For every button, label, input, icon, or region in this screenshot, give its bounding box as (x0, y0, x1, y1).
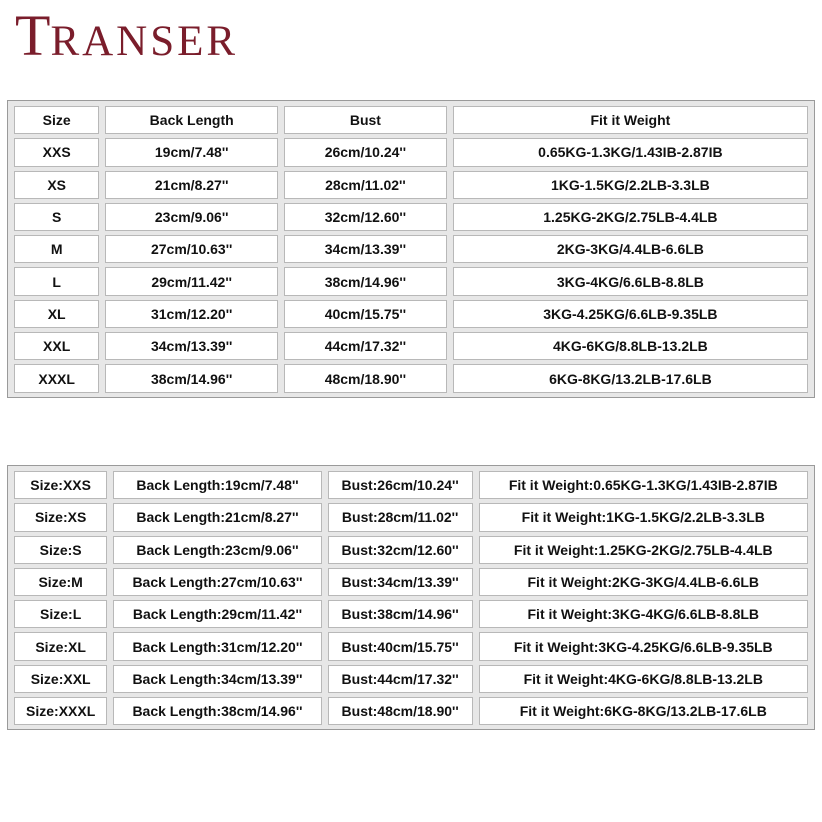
bust-cell: Bust:34cm/13.39'' (328, 568, 473, 596)
back-length-cell: 38cm/14.96'' (105, 364, 278, 392)
table-row (11, 169, 811, 201)
back-length-cell: Back Length:29cm/11.42'' (113, 600, 321, 628)
fit-weight-cell: 0.65KG-1.3KG/1.43IB-2.87IB (453, 138, 808, 166)
size-cell: XL (14, 300, 99, 328)
size-cell: Size:XS (14, 503, 107, 531)
table-row (11, 630, 811, 662)
size-chart-table (7, 100, 815, 398)
table-row (11, 695, 811, 727)
bust-cell: Bust:38cm/14.96'' (328, 600, 473, 628)
fit-weight-cell: 3KG-4KG/6.6LB-8.8LB (453, 267, 808, 295)
table-row (11, 501, 811, 533)
fit-weight-cell: Fit it Weight:1.25KG-2KG/2.75LB-4.4LB (479, 536, 808, 564)
fit-weight-cell: Fit it Weight:3KG-4.25KG/6.6LB-9.35LB (479, 632, 808, 660)
fit-weight-cell: 2KG-3KG/4.4LB-6.6LB (453, 235, 808, 263)
table-row (11, 362, 811, 394)
brand-logo-rest: RANSER (50, 18, 239, 65)
back-length-cell: Back Length:19cm/7.48'' (113, 471, 321, 499)
fit-weight-cell: Fit it Weight:0.65KG-1.3KG/1.43IB-2.87IB (479, 471, 808, 499)
size-cell: Size:XXXL (14, 697, 107, 725)
back-length-cell: Back Length:38cm/14.96'' (113, 697, 321, 725)
table-row (11, 330, 811, 362)
brand-logo-initial: T (15, 3, 51, 68)
fit-weight-cell: Fit it Weight:3KG-4KG/6.6LB-8.8LB (479, 600, 808, 628)
back-length-cell: 34cm/13.39'' (105, 332, 278, 360)
fit-weight-cell: Fit it Weight:1KG-1.5KG/2.2LB-3.3LB (479, 503, 808, 531)
bust-cell: Bust:28cm/11.02'' (328, 503, 473, 531)
header-back-length: Back Length (105, 106, 278, 134)
bust-cell: 28cm/11.02'' (284, 171, 447, 199)
table-row (11, 598, 811, 630)
table-row (11, 265, 811, 297)
bust-cell: 34cm/13.39'' (284, 235, 447, 263)
size-cell: XXXL (14, 364, 99, 392)
bust-cell: 44cm/17.32'' (284, 332, 447, 360)
back-length-cell: Back Length:21cm/8.27'' (113, 503, 321, 531)
back-length-cell: 29cm/11.42'' (105, 267, 278, 295)
table-header-row (11, 104, 811, 136)
size-cell: Size:XXL (14, 665, 107, 693)
size-cell: Size:S (14, 536, 107, 564)
size-cell: Size:XXS (14, 471, 107, 499)
size-cell: M (14, 235, 99, 263)
table-row (11, 136, 811, 168)
bust-cell: Bust:44cm/17.32'' (328, 665, 473, 693)
table-row (11, 233, 811, 265)
back-length-cell: 31cm/12.20'' (105, 300, 278, 328)
fit-weight-cell: Fit it Weight:6KG-8KG/13.2LB-17.6LB (479, 697, 808, 725)
fit-weight-cell: 4KG-6KG/8.8LB-13.2LB (453, 332, 808, 360)
fit-weight-cell: 3KG-4.25KG/6.6LB-9.35LB (453, 300, 808, 328)
size-cell: L (14, 267, 99, 295)
header-bust: Bust (284, 106, 447, 134)
bust-cell: Bust:40cm/15.75'' (328, 632, 473, 660)
fit-weight-cell: Fit it Weight:4KG-6KG/8.8LB-13.2LB (479, 665, 808, 693)
bust-cell: 38cm/14.96'' (284, 267, 447, 295)
back-length-cell: Back Length:27cm/10.63'' (113, 568, 321, 596)
bust-cell: 32cm/12.60'' (284, 203, 447, 231)
size-cell: S (14, 203, 99, 231)
size-cell: Size:L (14, 600, 107, 628)
back-length-cell: 21cm/8.27'' (105, 171, 278, 199)
fit-weight-cell: Fit it Weight:2KG-3KG/4.4LB-6.6LB (479, 568, 808, 596)
fit-weight-cell: 1.25KG-2KG/2.75LB-4.4LB (453, 203, 808, 231)
size-detail-table (7, 465, 815, 730)
size-cell: XS (14, 171, 99, 199)
back-length-cell: 27cm/10.63'' (105, 235, 278, 263)
bust-cell: Bust:26cm/10.24'' (328, 471, 473, 499)
table-row (11, 663, 811, 695)
back-length-cell: Back Length:34cm/13.39'' (113, 665, 321, 693)
size-cell: Size:XL (14, 632, 107, 660)
bust-cell: 48cm/18.90'' (284, 364, 447, 392)
size-cell: XXL (14, 332, 99, 360)
table-row (11, 201, 811, 233)
header-size: Size (14, 106, 99, 134)
bust-cell: 40cm/15.75'' (284, 300, 447, 328)
size-cell: XXS (14, 138, 99, 166)
table-row (11, 469, 811, 501)
bust-cell: Bust:32cm/12.60'' (328, 536, 473, 564)
back-length-cell: Back Length:31cm/12.20'' (113, 632, 321, 660)
fit-weight-cell: 6KG-8KG/13.2LB-17.6LB (453, 364, 808, 392)
back-length-cell: 23cm/9.06'' (105, 203, 278, 231)
fit-weight-cell: 1KG-1.5KG/2.2LB-3.3LB (453, 171, 808, 199)
table-row (11, 534, 811, 566)
table-row (11, 298, 811, 330)
header-fit-weight: Fit it Weight (453, 106, 808, 134)
table-row (11, 566, 811, 598)
back-length-cell: 19cm/7.48'' (105, 138, 278, 166)
brand-logo (15, 3, 239, 70)
bust-cell: 26cm/10.24'' (284, 138, 447, 166)
back-length-cell: Back Length:23cm/9.06'' (113, 536, 321, 564)
bust-cell: Bust:48cm/18.90'' (328, 697, 473, 725)
size-cell: Size:M (14, 568, 107, 596)
